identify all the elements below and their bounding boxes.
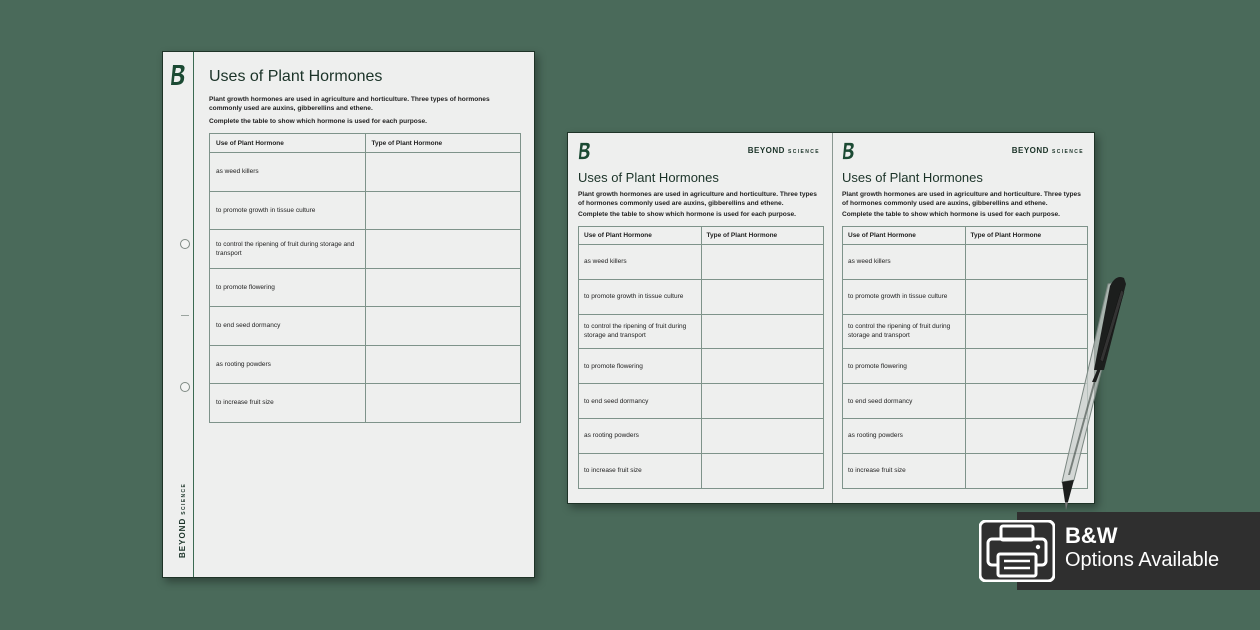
table-row	[210, 345, 521, 384]
brand-name: BEYOND	[747, 146, 785, 155]
answer-cell[interactable]	[365, 230, 521, 269]
worksheet-preview-portrait	[162, 51, 535, 578]
answer-cell[interactable]	[701, 418, 824, 453]
answer-cell[interactable]	[365, 268, 521, 307]
use-cell: to increase fruit size	[843, 453, 966, 488]
beyond-logo-icon	[842, 142, 855, 160]
use-cell: to control the ripening of fruit during storage and transport	[843, 314, 966, 349]
use-cell: to promote growth in tissue culture	[579, 279, 702, 314]
table-row	[579, 314, 824, 349]
answer-cell[interactable]	[365, 191, 521, 230]
worksheet-intro: Plant growth hormones are used in agriculture and horticulture. Three types of hormones commonly used are auxins, gibberellins and ethene.	[842, 191, 1081, 207]
worksheet-title: Uses of Plant Hormones	[209, 68, 383, 85]
answer-cell[interactable]	[701, 314, 824, 349]
pen-icon	[1030, 270, 1130, 520]
answer-cell[interactable]	[365, 153, 521, 192]
margin-rail	[163, 52, 194, 577]
worksheet-intro: Plant growth hormones are used in agriculture and horticulture. Three types of hormones commonly used are auxins, gibberellins and ethene.	[209, 96, 490, 112]
worksheet-title: Uses of Plant Hormones	[842, 170, 983, 185]
column-header: Type of Plant Hormone	[965, 227, 1088, 245]
hormone-table	[578, 226, 824, 489]
use-cell: to control the ripening of fruit during storage and transport	[210, 230, 366, 269]
table-row	[579, 349, 824, 384]
table-row	[579, 245, 824, 280]
brand-header	[1012, 146, 1084, 155]
brand-sub: SCIENCE	[181, 482, 187, 515]
table-row	[210, 268, 521, 307]
table-row	[210, 384, 521, 423]
use-cell: to promote flowering	[210, 268, 366, 307]
table-row	[210, 307, 521, 346]
table-header-row	[843, 227, 1088, 245]
answer-cell[interactable]	[365, 384, 521, 423]
table-row	[579, 453, 824, 488]
answer-cell[interactable]	[701, 245, 824, 280]
brand-vertical	[178, 483, 187, 558]
worksheet-instruction: Complete the table to show which hormone is used for each purpose.	[578, 211, 796, 218]
use-cell: as weed killers	[210, 153, 366, 192]
worksheet-content	[209, 68, 521, 423]
brand-name: BEYOND	[1011, 146, 1049, 155]
answer-cell[interactable]	[701, 349, 824, 384]
use-cell: as rooting powders	[210, 345, 366, 384]
column-header: Use of Plant Hormone	[210, 134, 366, 153]
use-cell: to increase fruit size	[579, 453, 702, 488]
worksheet-preview-landscape	[567, 132, 1095, 504]
use-cell: as weed killers	[579, 245, 702, 280]
use-cell: to end seed dormancy	[579, 384, 702, 419]
table-header-row	[210, 134, 521, 153]
punch-hole-icon	[180, 382, 190, 392]
use-cell: to end seed dormancy	[843, 384, 966, 419]
answer-cell[interactable]	[701, 453, 824, 488]
use-cell: to increase fruit size	[210, 384, 366, 423]
use-cell: to promote flowering	[843, 349, 966, 384]
worksheet-title: Uses of Plant Hormones	[578, 170, 719, 185]
use-cell: as weed killers	[843, 245, 966, 280]
printer-icon	[979, 520, 1055, 582]
use-cell: to end seed dormancy	[210, 307, 366, 346]
punch-hole-icon	[180, 239, 190, 249]
table-row	[210, 191, 521, 230]
worksheet-intro: Plant growth hormones are used in agriculture and horticulture. Three types of hormones commonly used are auxins, gibberellins and ethene.	[578, 191, 817, 207]
use-cell: to control the ripening of fruit during storage and transport	[579, 314, 702, 349]
fold-mark	[181, 315, 189, 316]
table-row	[579, 418, 824, 453]
table-header-row	[579, 227, 824, 245]
bw-title: B&W	[1065, 523, 1118, 548]
use-cell: to promote growth in tissue culture	[210, 191, 366, 230]
table-row	[579, 279, 824, 314]
worksheet-instruction: Complete the table to show which hormone is used for each purpose.	[842, 211, 1060, 218]
answer-cell[interactable]	[701, 384, 824, 419]
beyond-logo-icon	[578, 142, 591, 160]
brand-name: BEYOND	[178, 517, 187, 558]
table-row	[210, 153, 521, 192]
bw-subtitle: Options Available	[1065, 549, 1220, 571]
answer-cell[interactable]	[701, 279, 824, 314]
table-row	[210, 230, 521, 269]
worksheet-content	[578, 170, 824, 489]
brand-sub: SCIENCE	[787, 149, 820, 155]
half-page-left	[568, 133, 833, 503]
worksheet-instruction: Complete the table to show which hormone is used for each purpose.	[209, 118, 427, 125]
column-header: Use of Plant Hormone	[579, 227, 702, 245]
table-row	[579, 384, 824, 419]
brand-header	[748, 146, 820, 155]
beyond-logo-icon	[170, 64, 186, 86]
use-cell: to promote growth in tissue culture	[843, 279, 966, 314]
brand-sub: SCIENCE	[1051, 149, 1084, 155]
column-header: Type of Plant Hormone	[701, 227, 824, 245]
answer-cell[interactable]	[365, 345, 521, 384]
use-cell: to promote flowering	[579, 349, 702, 384]
use-cell: as rooting powders	[579, 418, 702, 453]
column-header: Use of Plant Hormone	[843, 227, 966, 245]
column-header: Type of Plant Hormone	[365, 134, 521, 153]
answer-cell[interactable]	[365, 307, 521, 346]
hormone-table	[209, 133, 521, 423]
bw-text	[1065, 524, 1219, 572]
use-cell: as rooting powders	[843, 418, 966, 453]
